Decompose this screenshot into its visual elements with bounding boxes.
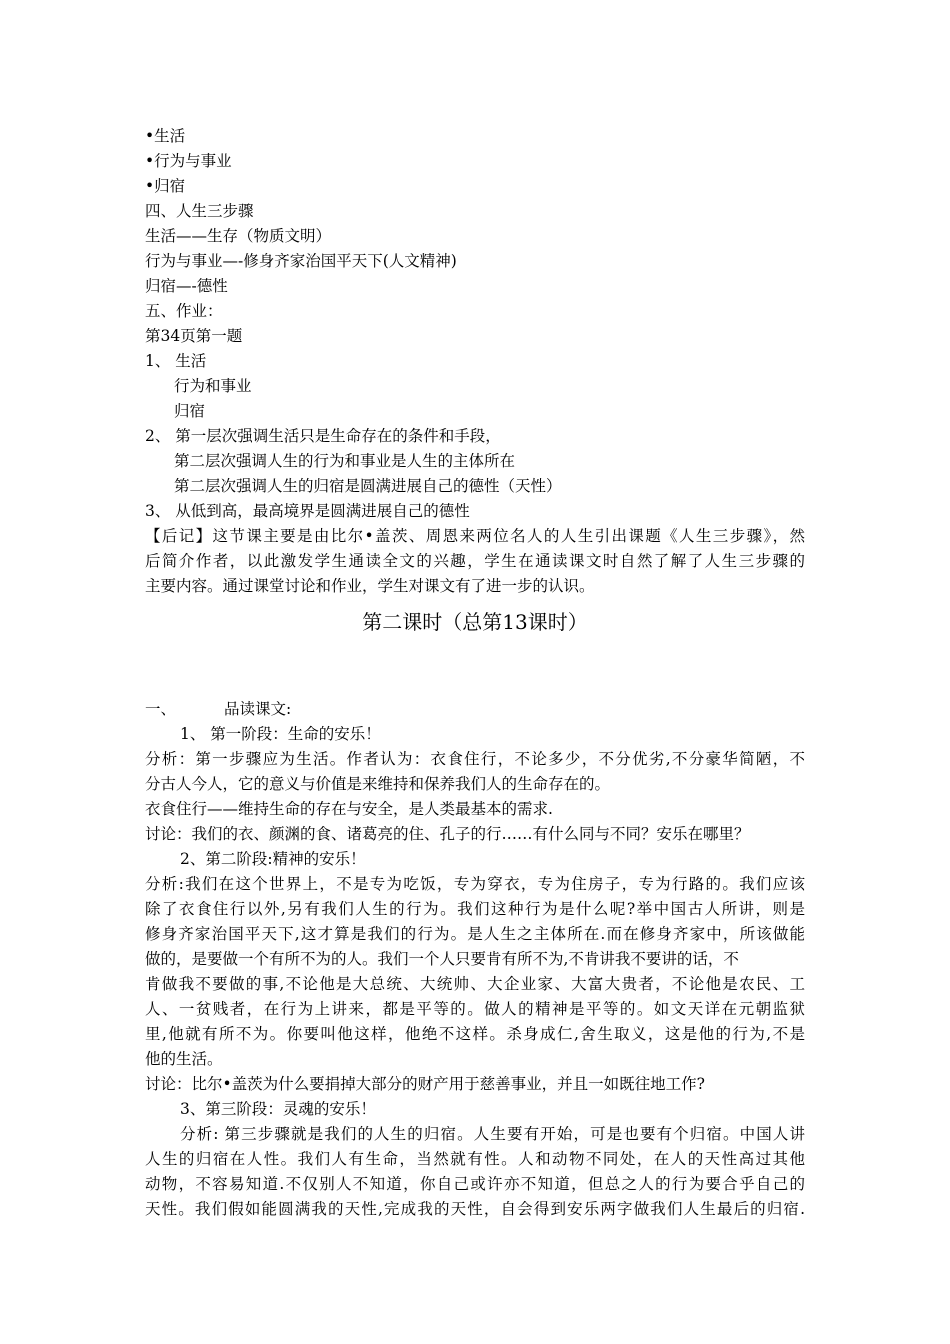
answer-line: 2、 第一层次强调生活只是生命存在的条件和手段， [145, 427, 501, 445]
stage-heading: 2、第二阶段:精神的安乐！ [180, 850, 366, 868]
answer-line: 行为和事业 [174, 377, 252, 395]
discussion-line: 讨论：比尔•盖茨为什么要捐掉大部分的财产用于慈善事业，并且一如既往地工作? [145, 1075, 705, 1093]
bullet-item: •生活 [145, 127, 186, 145]
section-number: 一、 [145, 700, 177, 718]
section-heading [145, 697, 291, 721]
paragraph-line: 做的，是要做一个有所不为的人。我们一个人只要肯有所不为,不肯讲我不要讲的话，不 [145, 950, 739, 968]
paragraph-line: 人生的归宿在人性。我们人有生命，当然就有性。人和动物不同处，在人的天性高过其他 [145, 1150, 805, 1168]
answer-line: 1、 生活 [145, 352, 207, 370]
paragraph-line: 修身齐家治国平天下,这才算是我们的行为。是人生之主体所在.而在修身齐家中，所该做能 [145, 925, 805, 943]
step-line: 归宿—-德性 [145, 277, 228, 295]
stage-heading: 3、第三阶段：灵魂的安乐！ [180, 1100, 376, 1118]
step-line: 生活——生存（物质文明） [145, 227, 332, 245]
paragraph-line: 人、一贫贱者，在行为上讲来，都是平等的。做人的精神是平等的。如文天详在元朝监狱 [145, 1000, 805, 1018]
paragraph-line: 动物，不容易知道.不仅别人不知道，你自己或许亦不知道，但总之人的行为要合乎自己的 [145, 1175, 805, 1193]
paragraph-line: 天性。我们假如能圆满我的天性,完成我的天性，自会得到安乐两字做我们人生最后的归宿. [145, 1200, 805, 1218]
answer-line: 归宿 [174, 402, 206, 420]
paragraph-line: 他的生活。 [145, 1050, 223, 1068]
postscript-line: 主要内容。通过课堂讨论和作业，学生对课文有了进一步的认识。 [145, 577, 595, 595]
paragraph-line: 分析:我们在这个世界上，不是专为吃饭，专为穿衣，专为住房子，专为行路的。我们应该 [145, 875, 805, 893]
paragraph-line: 肯做我不要做的事,不论他是大总统、大统帅、大企业家、大富大贵者，不论他是农民、工 [145, 975, 805, 993]
step-line: 行为与事业—-修身齐家治国平天下(人文精神) [145, 252, 457, 270]
bullet-item: •行为与事业 [145, 152, 232, 170]
homework-line: 第34页第一题 [145, 327, 243, 345]
answer-line: 第二层次强调人生的归宿是圆满进展自己的德性（天性） [174, 477, 562, 495]
paragraph-line: 里,他就有所不为。你要叫他这样，他绝不这样。杀身成仁,舍生取义，这是他的行为,不是 [145, 1025, 805, 1043]
paragraph-line: 分析: 第三步骤就是我们的人生的归宿。人生要有开始，可是也要有个归宿。中国人讲 [180, 1125, 805, 1143]
paragraph-line: 除了衣食住行以外,另有我们人生的行为。我们这种行为是什么呢?举中国古人所讲，则是 [145, 900, 805, 918]
paragraph-line: 分古人今人，它的意义与价值是来维持和保养我们人的生命存在的。 [145, 775, 611, 793]
heading-five: 五、作业： [145, 302, 223, 320]
answer-line: 第二层次强调人生的行为和事业是人生的主体所在 [174, 452, 516, 470]
section-heading-text: 品读课文: [224, 700, 292, 718]
discussion-line: 讨论：我们的衣、颜渊的食、诸葛亮的住、孔子的行……有什么同与不同？安乐在哪里？ [145, 825, 750, 843]
bullet-item: •归宿 [145, 177, 186, 195]
paragraph-line: 分析：第一步骤应为生活。作者认为：衣食住行，不论多少，不分优劣,不分豪华简陋，不 [145, 750, 805, 768]
postscript-line: 【后记】这节课主要是由比尔•盖茨、周恩来两位名人的人生引出课题《人生三步骤》，然 [145, 527, 805, 545]
lesson-title: 第二课时（总第13课时） [362, 610, 588, 634]
paragraph-line: 衣食住行——维持生命的存在与安全，是人类最基本的需求. [145, 800, 553, 818]
postscript-line: 后简介作者，以此激发学生通读全文的兴趣，学生在通读课文时自然了解了人生三步骤的 [145, 552, 805, 570]
heading-four: 四、人生三步骤 [145, 202, 254, 220]
stage-heading: 1、 第一阶段：生命的安乐！ [180, 725, 381, 743]
answer-line: 3、 从低到高，最高境界是圆满进展自己的德性 [145, 502, 470, 520]
